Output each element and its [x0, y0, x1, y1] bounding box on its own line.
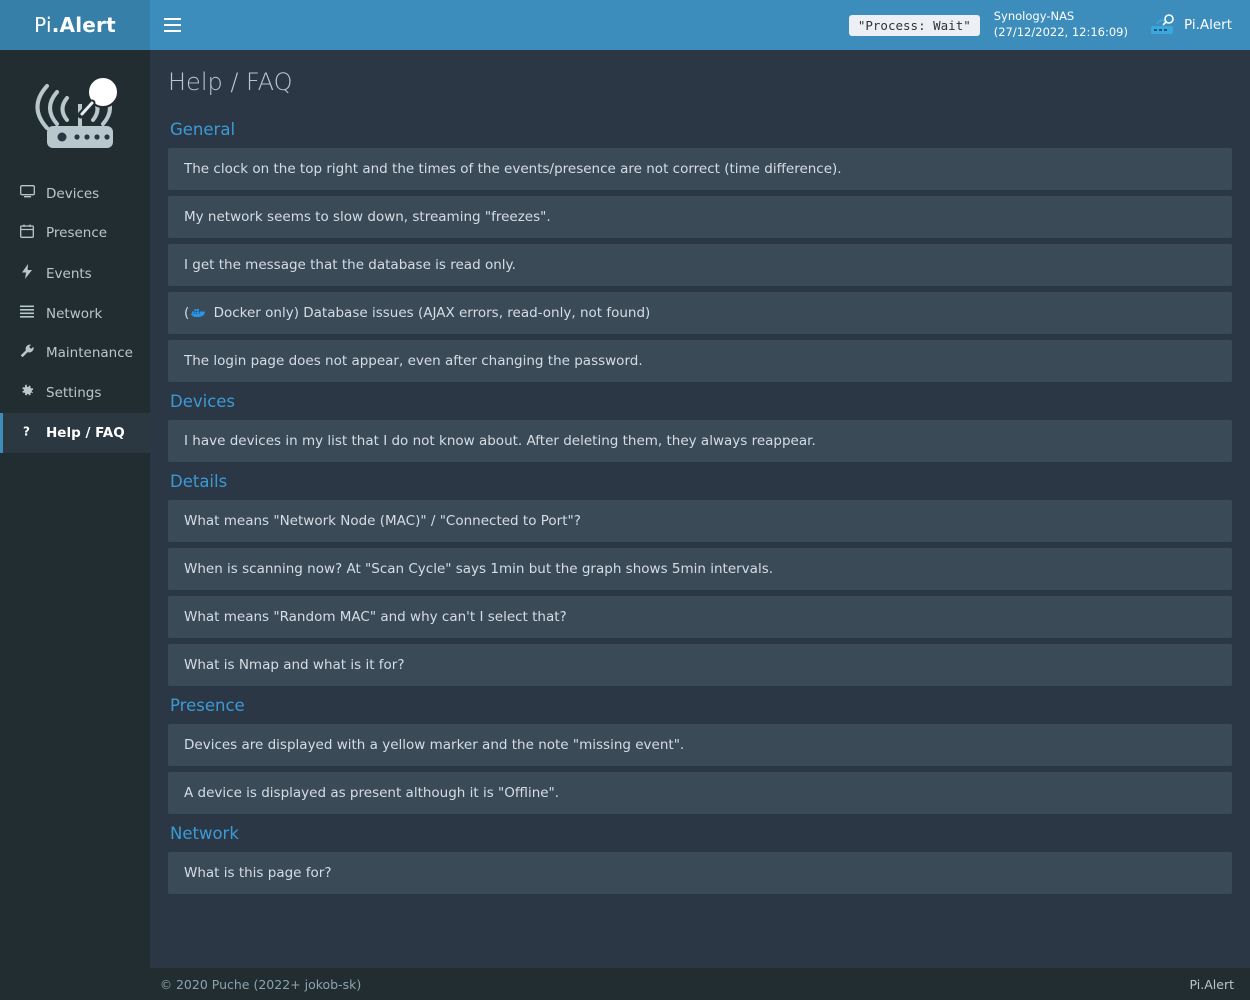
sidebar-item-maintenance[interactable]	[0, 333, 150, 373]
monitor-icon	[19, 185, 35, 202]
process-status-badge: "Process: Wait"	[849, 15, 980, 36]
navbar	[150, 0, 1250, 50]
brand-name-bold: .Alert	[51, 13, 116, 37]
sidebar-logo	[0, 50, 150, 174]
server-time: (27/12/2022, 12:16:09)	[993, 25, 1128, 39]
faq-item[interactable]: What is Nmap and what is it for?	[168, 644, 1232, 686]
sidebar-item-label: Help / FAQ	[46, 425, 125, 441]
footer	[0, 968, 1250, 1000]
body-wrapper	[0, 50, 1250, 968]
sidebar-item-network[interactable]	[0, 294, 150, 333]
sidebar-item-label: Events	[46, 265, 92, 282]
faq-item[interactable]: I get the message that the database is read only.	[168, 244, 1232, 286]
sidebar-item-label: Network	[46, 305, 103, 322]
section-title-details: Details	[170, 472, 228, 491]
faq-item[interactable]: I have devices in my list that I do not know about. After deleting them, they always reappear.	[168, 420, 1232, 462]
sidebar-menu	[0, 174, 150, 453]
svg-text:?: ?	[23, 424, 30, 438]
page-title: Help / FAQ	[168, 68, 293, 96]
faq-item[interactable]: Devices are displayed with a yellow marker and the note "missing event".	[168, 724, 1232, 766]
footer-right: Pi.Alert	[1189, 976, 1234, 992]
sidebar-item-events[interactable]	[0, 253, 150, 294]
hamburger-menu-icon[interactable]	[150, 0, 194, 50]
section-title-general: General	[170, 120, 236, 139]
section-title-devices: Devices	[170, 392, 236, 411]
avatar	[1148, 13, 1176, 37]
user-name: Pi.Alert	[1183, 17, 1232, 33]
faq-item[interactable]: The login page does not appear, even after changing the password.	[168, 340, 1232, 382]
sidebar-item-label: Devices	[46, 185, 100, 202]
faq-item[interactable]: The clock on the top right and the times of the events/presence are not correct (time difference).	[168, 148, 1232, 190]
sidebar-item-label: Settings	[46, 385, 102, 401]
brand-logo[interactable]	[0, 0, 150, 50]
faq-item[interactable]: My network seems to slow down, streaming "freezes".	[168, 196, 1232, 238]
faq-text-pre: (	[184, 305, 190, 321]
user-menu[interactable]	[1142, 13, 1232, 37]
docker-icon	[190, 306, 206, 319]
faq-item[interactable]: What is this page for?	[168, 852, 1232, 894]
server-name: Synology-NAS	[993, 9, 1075, 24]
gear-icon	[19, 384, 35, 402]
calendar-icon	[19, 224, 35, 242]
faq-item[interactable]: A device is displayed as present although it is "Offline".	[168, 772, 1232, 814]
question-icon	[19, 424, 35, 442]
faq-item[interactable]: When is scanning now? At "Scan Cycle" says 1min but the graph shows 5min intervals.	[168, 548, 1232, 590]
section-title-presence: Presence	[170, 696, 245, 715]
section-title-network: Network	[170, 824, 239, 843]
faq-item-docker[interactable]	[168, 292, 1232, 334]
brand-name-light: Pi	[34, 13, 52, 37]
copyright-icon: ©	[160, 977, 172, 992]
network-list-icon	[19, 305, 35, 322]
bolt-icon	[19, 264, 35, 283]
server-info	[994, 9, 1128, 40]
sidebar-item-label: Presence	[46, 225, 108, 241]
faq-item[interactable]: What means "Network Node (MAC)" / "Connected to Port"?	[168, 500, 1232, 542]
router-scan-icon	[19, 70, 131, 156]
navbar-right	[849, 9, 1240, 40]
sidebar-item-help-faq[interactable]	[0, 413, 150, 453]
sidebar-item-presence[interactable]	[0, 213, 150, 253]
faq-item[interactable]: What means "Random MAC" and why can't I select that?	[168, 596, 1232, 638]
wrench-icon	[19, 344, 35, 362]
sidebar-item-devices[interactable]	[0, 174, 150, 213]
sidebar	[0, 50, 150, 968]
top-header	[0, 0, 1250, 50]
sidebar-item-label: Maintenance	[46, 345, 133, 361]
footer-credit: 2020 Puche (2022+ jokob-sk)	[175, 976, 362, 992]
faq-text-post: Docker only) Database issues (AJAX errors, read-only, not found)	[209, 305, 651, 321]
sidebar-item-settings[interactable]	[0, 373, 150, 413]
footer-left	[160, 977, 361, 992]
main-content	[150, 50, 1250, 968]
